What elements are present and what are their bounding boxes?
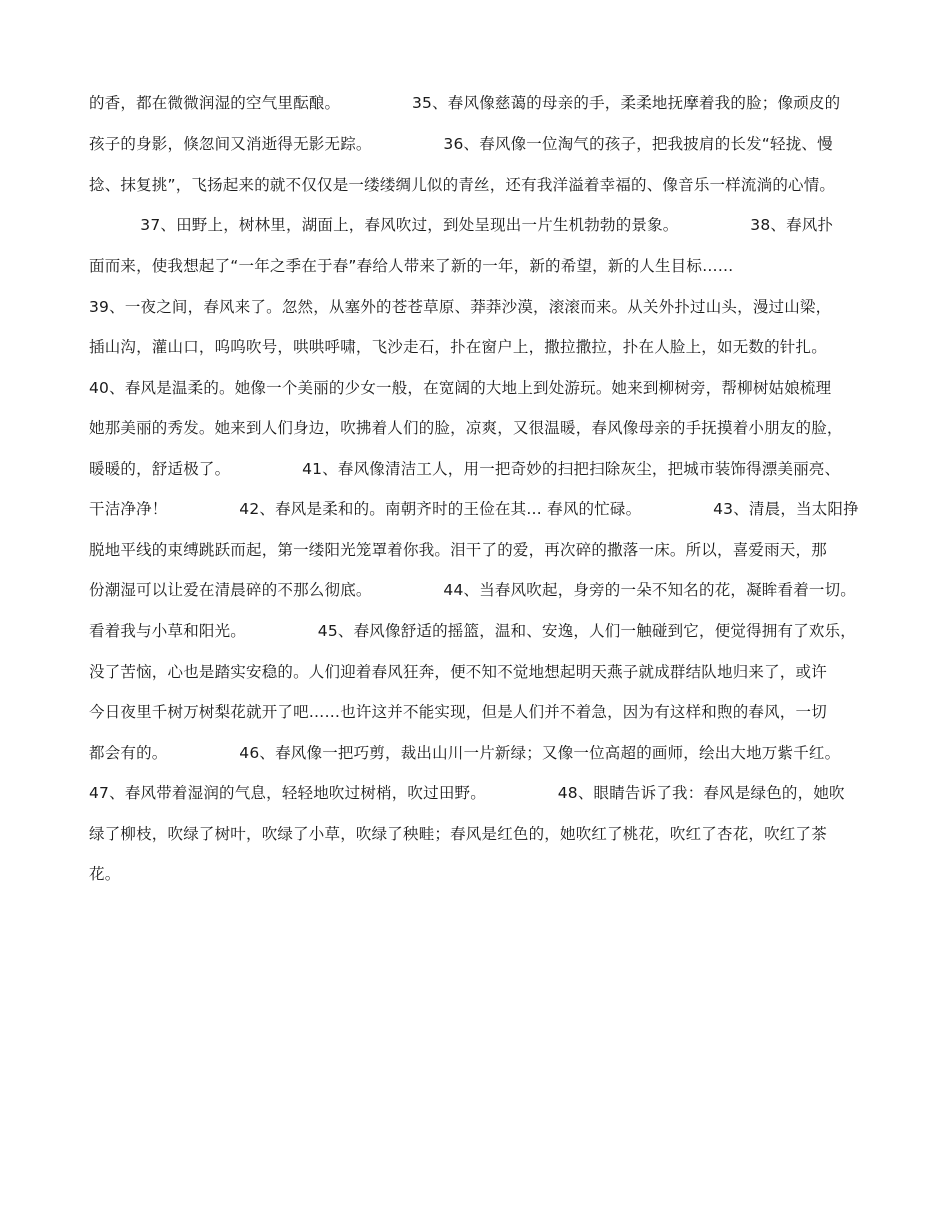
text-line: 份潮湿可以让爱在清晨碎的不那么彻底。 44、当春风吹起，身旁的一朵不知名的花，凝眸看着一切。: [89, 581, 857, 599]
text-line: 花。: [89, 865, 121, 883]
text-line: 她那美丽的秀发。她来到人们身边，吹拂着人们的脸，凉爽，又很温暖，春风像母亲的手抚摸着小朋友的脸，: [89, 419, 843, 437]
text-line: 的香，都在微微润湿的空气里酝酿。 35、春风像慈蔼的母亲的手，柔柔地抚摩着我的脸；像顽皮的: [89, 94, 841, 112]
text-line: 39、一夜之间，春风来了。忽然，从塞外的苍苍草原、莽莽沙漠，滚滚而来。从关外扑过山头，漫过山梁，: [89, 298, 832, 316]
text-line: 捻、抹复挑”，飞扬起来的就不仅仅是一缕缕绸儿似的青丝，还有我洋溢着幸福的、像音乐一样流淌的心情。: [89, 176, 836, 194]
text-line: 都会有的。 46、春风像一把巧剪，裁出山川一片新绿；又像一位高超的画师，绘出大地万紫千红。: [89, 744, 841, 762]
text-line: 看着我与小草和阳光。 45、春风像舒适的摇篮，温和、安逸，人们一触碰到它，便觉得拥有了欢乐，: [89, 622, 857, 640]
text-line: 干洁净净！ 42、春风是柔和的。南朝齐时的王俭在其… 春风的忙碌。 43、清晨，当太阳挣: [89, 500, 859, 518]
text-line: 插山沟，灌山口，呜呜吹号，哄哄呼啸，飞沙走石，扑在窗户上，撒拉撒拉，扑在人脸上，如无数的针扎。: [89, 338, 827, 356]
text-line: 孩子的身影，倏忽间又消逝得无影无踪。 36、春风像一位淘气的孩子，把我披肩的长发“轻拢、慢: [89, 135, 833, 153]
text-line: 40、春风是温柔的。她像一个美丽的少女一般，在宽阔的大地上到处游玩。她来到柳树旁，帮柳树姑娘梳理: [89, 379, 832, 397]
text-line: 47、春风带着湿润的气息，轻轻地吹过树梢，吹过田野。 48、眼睛告诉了我：春风是绿色的，她吹: [89, 784, 845, 802]
text-line: 今日夜里千树万树梨花就开了吧……也许这并不能实现，但是人们并不着急，因为有这样和煦的春风，一切: [89, 703, 827, 721]
text-line: 没了苦恼，心也是踏实安稳的。人们迎着春风狂奔，便不知不觉地想起明天燕子就成群结队地归来了，或许: [89, 663, 827, 681]
text-line: 绿了柳枝，吹绿了树叶，吹绿了小草，吹绿了秧畦；春风是红色的，她吹红了桃花，吹红了杏花，吹红了茶: [89, 825, 827, 843]
text-line: 37、田野上，树林里，湖面上，春风吹过，到处呈现出一片生机勃勃的景象。 38、春风扑: [89, 216, 834, 234]
text-line: 脱地平线的束缚跳跃而起，第一缕阳光笼罩着你我。泪干了的爱，再次碎的撒落一床。所以，喜爱雨天，那: [89, 541, 827, 559]
text-line: 暖暖的，舒适极了。 41、春风像清洁工人，用一把奇妙的扫把扫除灰尘，把城市装饰得漂美丽亮、: [89, 460, 841, 478]
text-line: 面而来，使我想起了“一年之季在于春”春给人带来了新的一年，新的希望，新的人生目标……: [89, 257, 734, 275]
